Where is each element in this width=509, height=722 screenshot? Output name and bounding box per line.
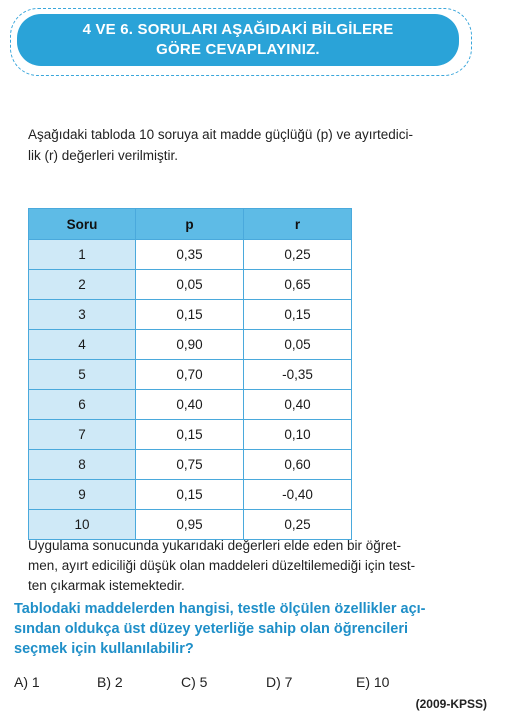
cell-r: 0,65 [243,270,351,300]
intro-line-1: Aşağıdaki tabloda 10 soruya ait madde güçlüğü (p) ve ayırtedici- [28,127,413,142]
question-line-2: sından oldukça üst düzey yeterliğe sahip olan öğrencileri [14,621,409,637]
table-row [29,420,352,450]
table-row [29,270,352,300]
table-row [29,390,352,420]
option-c[interactable]: C) 5 [181,674,208,690]
cell-p: 0,15 [136,480,244,510]
cell-p: 0,35 [136,240,244,270]
paragraph-line-2: men, ayırt ediciliği düşük olan maddeleri düzeltilemediği için test- [28,558,416,573]
cell-r: -0,35 [243,360,351,390]
question-stem [14,599,494,659]
cell-r: 0,60 [243,450,351,480]
table-row [29,510,352,540]
header-r: r [243,209,351,240]
intro-text [28,124,490,166]
table-header-row [29,209,352,240]
cell-r: 0,40 [243,390,351,420]
cell-p: 0,15 [136,300,244,330]
cell-r: 0,25 [243,510,351,540]
option-a[interactable]: A) 1 [14,674,40,690]
question-line-1: Tablodaki maddelerden hangisi, testle ölçülen özellikler açı- [14,601,426,617]
section-banner [17,14,459,66]
paragraph-line-1: Uygulama sonucunda yukarıdaki değerleri elde eden bir öğret- [28,538,401,553]
cell-p: 0,75 [136,450,244,480]
cell-r: -0,40 [243,480,351,510]
table-row [29,480,352,510]
source-citation: (2009-KPSS) [415,697,487,711]
cell-p: 0,40 [136,390,244,420]
option-d[interactable]: D) 7 [266,674,293,690]
cell-p: 0,90 [136,330,244,360]
option-e[interactable]: E) 10 [356,674,390,690]
cell-soru: 6 [29,390,136,420]
intro-line-2: lik (r) değerleri verilmiştir. [28,148,179,163]
cell-soru: 2 [29,270,136,300]
option-b[interactable]: B) 2 [97,674,123,690]
cell-r: 0,05 [243,330,351,360]
cell-p: 0,05 [136,270,244,300]
cell-soru: 9 [29,480,136,510]
item-statistics-table [28,208,352,540]
table-row [29,300,352,330]
cell-r: 0,10 [243,420,351,450]
cell-soru: 1 [29,240,136,270]
paragraph-line-3: ten çıkarmak istemektedir. [28,578,185,593]
table-row [29,360,352,390]
cell-soru: 10 [29,510,136,540]
header-p: p [136,209,244,240]
cell-soru: 3 [29,300,136,330]
cell-soru: 7 [29,420,136,450]
answer-options [14,674,494,694]
cell-r: 0,25 [243,240,351,270]
banner-line-1: 4 VE 6. SORULARI AŞAĞIDAKİ BİLGİLERE [82,21,394,38]
cell-p: 0,70 [136,360,244,390]
cell-p: 0,95 [136,510,244,540]
question-line-3: seçmek için kullanılabilir? [14,641,194,657]
table-row [29,330,352,360]
context-paragraph [28,536,490,596]
cell-soru: 5 [29,360,136,390]
header-soru: Soru [29,209,136,240]
cell-soru: 8 [29,450,136,480]
banner-line-2: GÖRE CEVAPLAYINIZ. [156,41,320,58]
table-row [29,450,352,480]
table-row [29,240,352,270]
cell-p: 0,15 [136,420,244,450]
cell-r: 0,15 [243,300,351,330]
cell-soru: 4 [29,330,136,360]
